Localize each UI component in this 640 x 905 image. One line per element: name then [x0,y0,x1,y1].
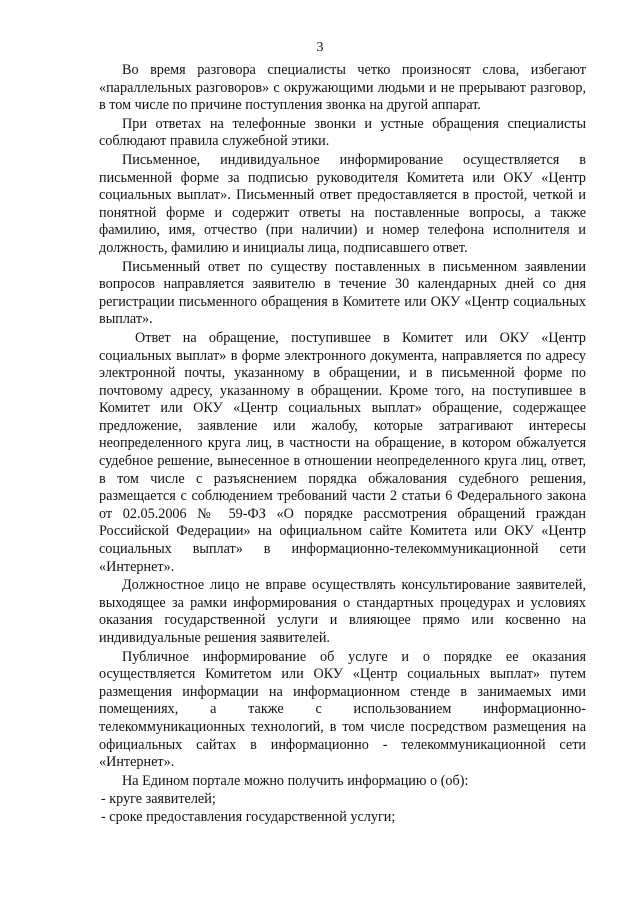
paragraph-public-informing: Публичное информирование об услуге и о порядке ее оказания осуществляется Комитетом или ОКУ «Центр социальных выплат» путем размещения информации на информационном стенде в занимаемых ими помещениях, а также с использованием информационно-телекоммуникационных технологий, в том числе посредством размещения на официальных сайтах в информационно - телекоммуникационной сети «Интернет». [99,648,586,771]
document-body [99,62,586,827]
paragraph-written-informing: Письменное, индивидуальное информирование осуществляется в письменной форме за подписью руководителя Комитета или ОКУ «Центр социальных выплат». Письменный ответ предоставляется в простой, четкой и понятной форме и содержит ответы на поставленные вопросы, а также фамилию, имя, отчество (при наличии) и номер телефона исполнителя и должность, фамилию и инициалы лица, подписавшего ответ. [99,151,586,256]
page-number: 3 [316,40,324,55]
paragraph-service-ethics: При ответах на телефонные звонки и устные обращения специалисты соблюдают правила служебной этики. [99,115,586,150]
paragraph-conversation-rules: Во время разговора специалисты четко произносят слова, избегают «параллельных разговоров» с окружающими людьми и не прерывают разговор, в том числе по причине поступления звонка на другой аппарат. [99,62,586,114]
paragraph-electronic-response: Ответ на обращение, поступившее в Комитет или ОКУ «Центр социальных выплат» в форме электронного документа, направляется по адресу электронной почты, указанному в обращении, и в письменной форме по почтовому адресу, указанному в обращении. Кроме того, на поступившее в Комитет или ОКУ «Центр социальных выплат» обращение, содержащее предложение, заявление или жалобу, которые затрагивают интересы неопределенного круга лиц, в частности на обращение, в котором обжалуется судебное решение, вынесенное в отношении неопределенного круга лиц, ответ, в том числе с разъяснением порядка обжалования судебного решения, размещается с соблюдением требований части 2 статьи 6 Федерального закона от 02.05.2006 № 59-ФЗ «О порядке рассмотрения обращений граждан Российской Федерации» на официальном сайте Комитета или ОКУ «Центр социальных выплат» в информационно-телекоммуникационной сети «Интернет». [99,329,586,575]
portal-info-list [99,791,586,826]
paragraph-unified-portal: На Едином портале можно получить информацию о (об): [122,772,469,789]
list-item: - сроке предоставления государственной услуги; [101,808,396,825]
paragraph-written-response-deadline: Письменный ответ по существу поставленных в письменном заявлении вопросов направляется заявителю в течение 30 календарных дней со дня регистрации письменного обращения в Комитете или ОКУ «Центр социальных выплат». [99,258,586,328]
paragraph-official-restrictions: Должностное лицо не вправе осуществлять консультирование заявителей, выходящее за рамки информирования о стандартных процедурах и условиях оказания государственной услуги и влияющее прямо или косвенно на индивидуальные решения заявителей. [99,577,586,646]
list-item: - круге заявителей; [101,791,216,808]
